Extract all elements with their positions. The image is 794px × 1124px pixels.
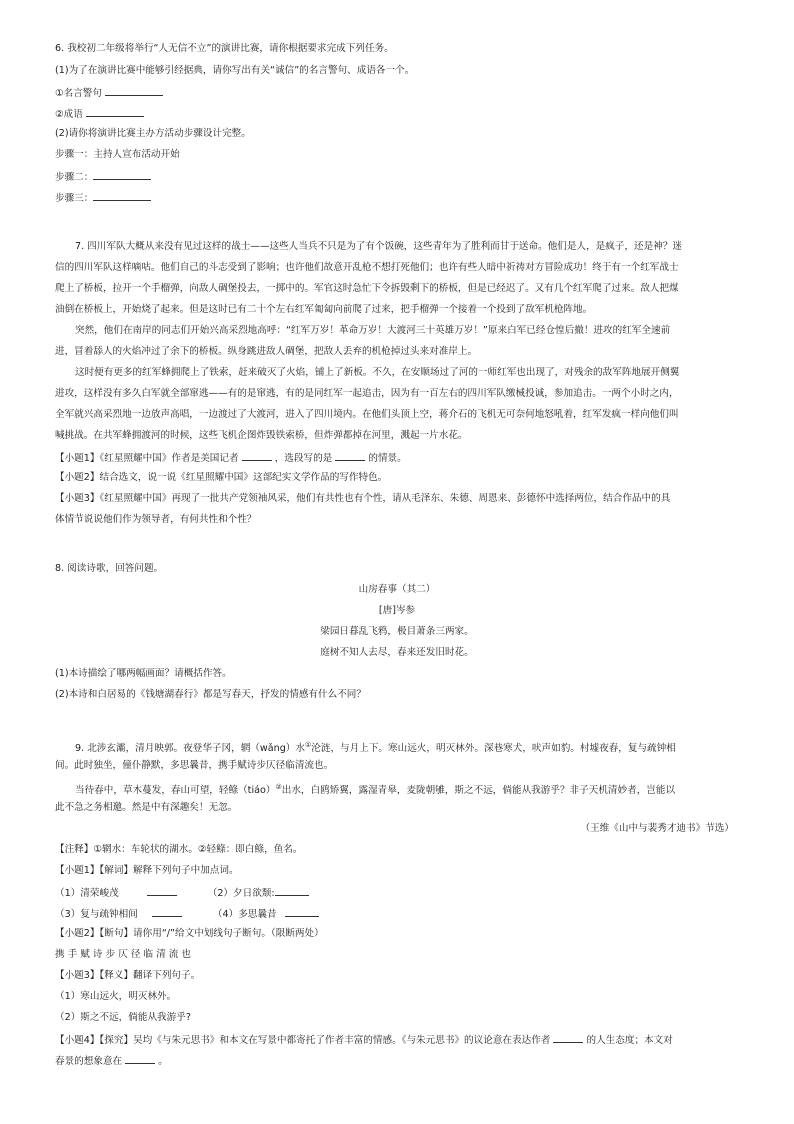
answer-blank[interactable]	[147, 885, 177, 896]
q9-passage-line: 9. 北涉玄灞，清月映郭。夜登华子冈，辋（wǎng）水①沦涟，与月上下。寒山远火，明灭林外。深巷寒犬，吠声如豹。村墟夜舂，复与疏钟相	[75, 741, 676, 755]
answer-blank[interactable]	[275, 885, 309, 896]
answer-blank[interactable]	[93, 190, 151, 201]
q7-passage-line: 全军就兴高采烈地一边放声高唱，一边渡过了大渡河，进入了四川境内。在他们头顶上空，蒋介石的飞机无可奈何地怒吼着，红军发疯一样向他们叫	[55, 409, 679, 420]
q6-step3: 步骤三：	[55, 190, 151, 206]
answer-blank[interactable]	[152, 906, 182, 917]
q7-passage-line: 突然，他们在南岸的同志们开始兴高采烈地高呼：“红军万岁！革命万岁！大渡河三十英雄万岁！”原来白军已经仓惶后撤！进攻的红军全速前	[75, 325, 671, 336]
q9-word-row: （1）清荣峻茂 （2）夕日欲颓:	[55, 885, 309, 901]
q7-passage-line: 爬上了桥板，拉开一个手榴弹，向敌人碉堡投去，一掷中的。军官这时急忙下令拆毁剩下的桥板，但是已经迟了。又有几个红军爬了过来。敌人把煤	[55, 283, 679, 294]
q6-stem: 6. 我校初二年级将举行“人无信不立”的演讲比赛，请你根据要求完成下列任务。	[55, 43, 394, 54]
answer-blank[interactable]	[93, 169, 151, 180]
q9-subquestion-3: 【小题3】【释义】翻译下列句子。	[55, 970, 201, 981]
q9-subquestion-4: 【小题4】【探究】吴均《与朱元思书》和本文在写景中都寄托了作者丰富的情感。《与朱元思书》的议论意在表达作者 的人生态度；本文对	[55, 1032, 673, 1048]
answer-blank[interactable]	[285, 906, 319, 917]
q9-subquestion-2: 【小题2】【断句】请你用“/”给文中划线句子断句。（限断两处）	[55, 928, 324, 939]
q9-passage-line: 此不急之务相邀。然是中有深趣矣！无忽。	[55, 802, 238, 813]
q9-segment-text[interactable]: 携 手 赋 诗 步 仄 径 临 清 流 也	[55, 949, 192, 960]
answer-blank[interactable]	[553, 1032, 583, 1043]
q7-passage-line: 进攻，这样没有多久白军就全部窜逃——有的是窜逃，有的是同红军一起追击，因为有一百左右的四川军队缴械投诚，参加追击。一两个小时之内，	[55, 388, 679, 399]
q6-part2: (2)请你将演讲比赛主办方活动步骤设计完整。	[55, 128, 251, 139]
poem-verse: 梁园日暮乱飞鸦，极目萧条三两家。	[320, 626, 474, 637]
q7-subquestion-1: 【小题1】《红星照耀中国》作者是美国记者 ，选段写的是 的情景。	[55, 450, 407, 466]
q8-part2: (2)本诗和白居易的《钱塘湖春行》都是写春天，抒发的情感有什么不同？	[55, 689, 366, 700]
answer-blank[interactable]	[335, 450, 365, 461]
q7-subquestion-2: 【小题2】结合选文，说一说《红星照耀中国》这部纪实文学作品的写作特色。	[55, 472, 388, 483]
q9-word-row: （3）复与疏钟相间 （4）多思曩昔	[55, 906, 319, 922]
q7-passage-line: 7. 四川军队大概从来没有见过这样的战士——这些人当兵不只是为了有个饭碗，这些青年为了胜利而甘于送命。他们是人，是疯子，还是神？迷	[75, 241, 683, 252]
poem-author: [唐]岑参	[378, 605, 416, 616]
q6-answer-idiom: ②成语	[55, 106, 144, 122]
q6-step2: 步骤二：	[55, 169, 151, 185]
q7-subquestion-3: 【小题3】《红星照耀中国》再现了一批共产党领袖风采，他们有共性也有个性，请从毛泽东、朱德、周恩来、彭德怀中选择两位，结合作品中的具	[55, 493, 671, 504]
q9-note: 【注释】①辋水：车轮状的湖水。②轻鲦：即白鲦，鱼名。	[55, 844, 303, 855]
q6-step1: 步骤一：主持人宣布活动开始	[55, 149, 180, 160]
q9-passage-line: 间。此时独坐，僮仆静默，多思曩昔，携手赋诗步仄径临清流也。	[55, 760, 334, 771]
note-marker: ①	[304, 741, 312, 749]
q9-subquestion-1: 【小题1】【解词】解释下列句子中加点词。	[55, 865, 239, 876]
answer-blank[interactable]	[242, 450, 272, 461]
q7-passage-line: 进，冒着舔人的火焰冲过了余下的桥板。纵身跳进敌人碉堡，把敌人丢弃的机枪掉过头来对准岸上。	[55, 346, 478, 357]
q9-subquestion-4-cont: 春景的想象意在 。	[55, 1053, 168, 1069]
q8-stem: 8. 阅读诗歌，回答问题。	[55, 563, 164, 574]
q9-translate-1: （1）寒山远火，明灭林外。	[55, 991, 177, 1002]
answer-blank[interactable]	[86, 106, 144, 117]
q7-passage-line: 信的四川军队这样嘀咕。他们自己的斗志受到了影响；也许他们故意开乱枪不想打死他们；也许有些人暗中祈祷对方冒险成功！终于有一个红军战士	[55, 262, 679, 273]
poem-verse: 庭树不知人去尽，春来还发旧时花。	[320, 647, 474, 658]
q7-passage-line: 油倒在桥板上，开始烧了起来。但是这时已有二十个左右红军匍匐向前爬了过来，把手榴弹一个接着一个投到了敌军机枪阵地。	[55, 304, 593, 315]
q7-passage-line: 喊挑战。在共军蜂拥渡河的时候，这些飞机企图炸毁铁索桥，但炸弹都掉在河里，溅起一片水花。	[55, 430, 468, 441]
q6-answer-motto: ①名言警句	[55, 85, 163, 101]
q9-source: （王维《山中与裴秀才迪书》节选）	[580, 823, 734, 834]
q8-part1: (1)本诗描绘了哪两幅画面？请概括作答。	[55, 668, 232, 679]
q7-subquestion-3-cont: 体情节说说他们作为领导者，有何共性和个性？	[55, 514, 257, 525]
answer-blank[interactable]	[125, 1053, 155, 1064]
note-marker: ②	[275, 783, 282, 791]
q6-part1: (1)为了在演讲比赛中能够引经据典，请你写出有关“诚信”的名言警句、成语各一个。	[55, 65, 415, 76]
answer-blank[interactable]	[105, 85, 163, 96]
poem-title: 山房春事（其二）	[358, 584, 436, 595]
q7-passage-line: 这时便有更多的红军蜂拥爬上了铁索，赶来破灭了火焰，铺上了新板。不久，在安顺场过了河的一师红军也出现了，对残余的敌军阵地展开侧翼	[75, 367, 680, 378]
q9-passage-line: 当待春中，草木蔓发，春山可望，轻鲦（tiáo）②出水，白鸥矫翼，露湿青皋，麦陇朝雊，斯之不远，倘能从我游乎？非子天机清妙者，岂能以	[75, 783, 676, 797]
q9-translate-2: （2）斯之不远，倘能从我游乎?	[55, 1012, 191, 1023]
